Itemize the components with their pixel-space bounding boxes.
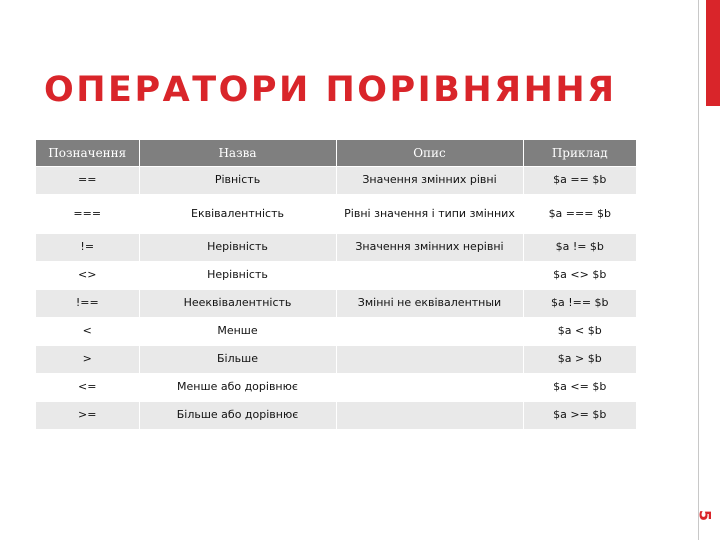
- cell-name: Рівність: [139, 167, 336, 195]
- table-row: [36, 290, 636, 318]
- cell-example: $a == $b: [523, 167, 636, 195]
- cell-example: $a >= $b: [523, 402, 636, 430]
- cell-example: $a === $b: [523, 195, 636, 234]
- cell-name: Нерівність: [139, 262, 336, 290]
- comparison-operators-table: [36, 140, 636, 429]
- cell-example: $a !== $b: [523, 290, 636, 318]
- table-row: [36, 374, 636, 402]
- cell-description: [336, 402, 523, 430]
- cell-example: $a <> $b: [523, 262, 636, 290]
- slide-title: ОПЕРАТОРИ ПОРІВНЯННЯ: [44, 70, 617, 110]
- header-description: Опис: [336, 140, 523, 167]
- table-row: [36, 167, 636, 195]
- cell-symbol: <=: [36, 374, 139, 402]
- cell-symbol: ==: [36, 167, 139, 195]
- cell-symbol: <: [36, 318, 139, 346]
- cell-name: Нееквівалентність: [139, 290, 336, 318]
- header-name: Назва: [139, 140, 336, 167]
- cell-symbol: <>: [36, 262, 139, 290]
- cell-name: Більше або дорівнює: [139, 402, 336, 430]
- cell-description: [336, 262, 523, 290]
- table-row: [36, 402, 636, 430]
- table-row: [36, 234, 636, 262]
- cell-example: $a < $b: [523, 318, 636, 346]
- cell-symbol: !==: [36, 290, 139, 318]
- table-header-row: [36, 140, 636, 167]
- cell-name: Більше: [139, 346, 336, 374]
- cell-example: $a <= $b: [523, 374, 636, 402]
- cell-symbol: ===: [36, 195, 139, 234]
- red-accent-bar: [706, 0, 720, 106]
- table-row: [36, 195, 636, 234]
- cell-description: [336, 318, 523, 346]
- cell-symbol: >: [36, 346, 139, 374]
- cell-description: Рівні значення і типи змінних: [336, 195, 523, 234]
- table-row: [36, 262, 636, 290]
- cell-description: [336, 374, 523, 402]
- cell-description: Змінні не еквівалентныи: [336, 290, 523, 318]
- cell-name: Нерівність: [139, 234, 336, 262]
- cell-symbol: !=: [36, 234, 139, 262]
- cell-description: Значення змінних нерівні: [336, 234, 523, 262]
- table-row: [36, 346, 636, 374]
- header-symbol: Позначення: [36, 140, 139, 167]
- right-divider-line: [698, 0, 699, 540]
- cell-name: Менше: [139, 318, 336, 346]
- cell-name: Менше або дорівнює: [139, 374, 336, 402]
- cell-description: Значення змінних рівні: [336, 167, 523, 195]
- cell-example: $a != $b: [523, 234, 636, 262]
- cell-description: [336, 346, 523, 374]
- table-row: [36, 318, 636, 346]
- cell-example: $a > $b: [523, 346, 636, 374]
- cell-name: Еквівалентність: [139, 195, 336, 234]
- page-number: 5: [695, 509, 715, 522]
- header-example: Приклад: [523, 140, 636, 167]
- cell-symbol: >=: [36, 402, 139, 430]
